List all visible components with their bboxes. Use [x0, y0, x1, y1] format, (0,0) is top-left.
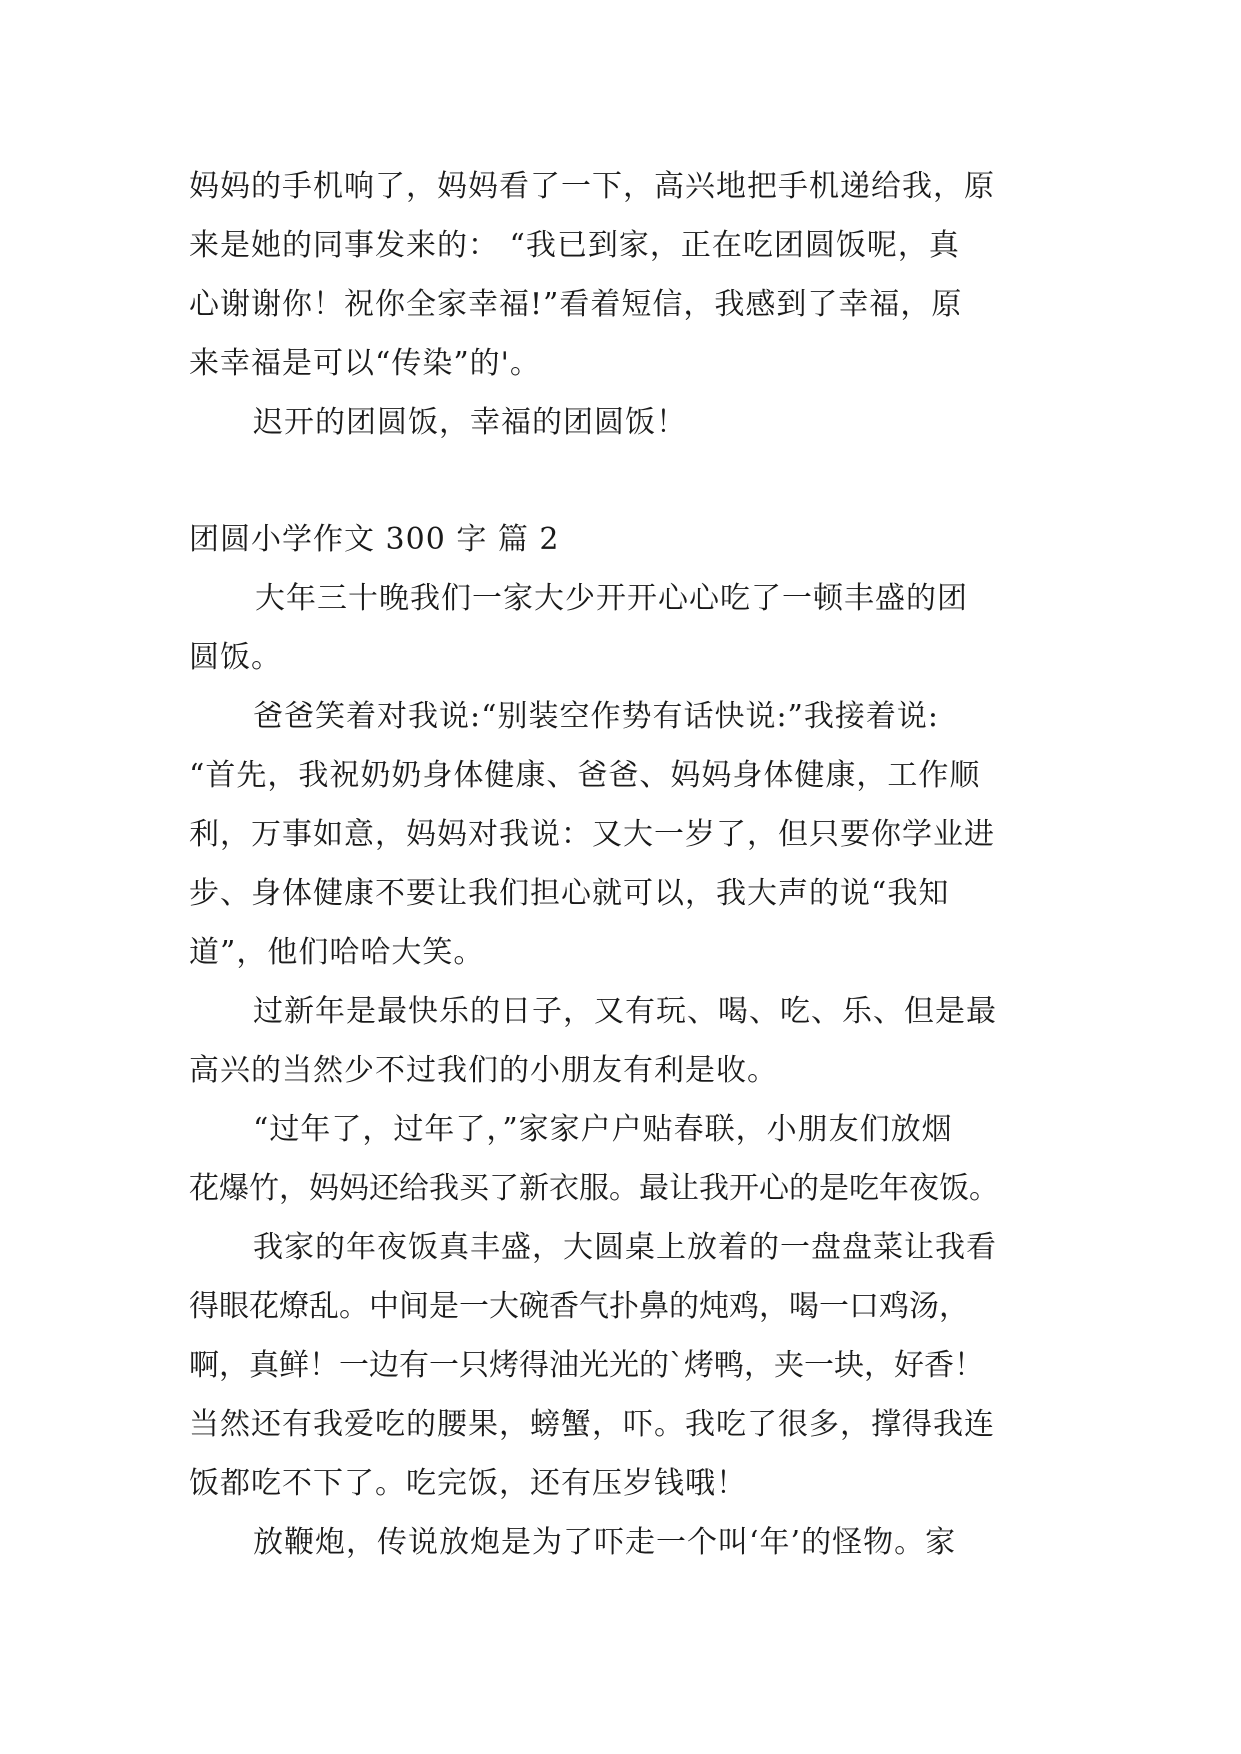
paragraph-first-line: 过新年是最快乐的日子，又有玩、喝、吃、乐、但是最	[253, 994, 997, 1029]
text-line: 啊，真鲜！一边有一只烤得油光光的`烤鸭，夹一块，好香！	[189, 1348, 984, 1383]
text-line: 得眼花燎乱。中间是一大碗香气扑鼻的炖鸡，喝一口鸡汤，	[189, 1289, 969, 1324]
text-line: 来是她的同事发来的： “我已到家，正在吃团圆饭呢，真	[189, 228, 960, 263]
text-line: “首先，我祝奶奶身体健康、爸爸、妈妈身体健康，工作顺	[189, 758, 981, 793]
paragraph-first-line: 我家的年夜饭真丰盛，大圆桌上放着的一盘盘菜让我看	[253, 1230, 997, 1265]
text-line: 饭都吃不下了。吃完饭，还有压岁钱哦！	[189, 1466, 747, 1501]
text-line: 高兴的当然少不过我们的小朋友有利是收。	[189, 1053, 778, 1088]
text-line: 圆饭。	[189, 640, 282, 675]
text-line: 步、身体健康不要让我们担心就可以，我大声的说“我知	[189, 876, 950, 911]
paragraph-first-line: “过年了，过年了，”家家户户贴春联，小朋友们放烟	[253, 1112, 953, 1147]
paragraph-first-line: 爸爸笑着对我说:“别装空作势有话快说:”我接着说:	[253, 699, 939, 734]
paragraph-first-line: 大年三十晚我们一家大少开开心心吃了一顿丰盛的团	[255, 581, 968, 616]
text-line: 心谢谢你！祝你全家幸福!”看着短信，我感到了幸福，原	[189, 287, 963, 322]
text-line: 妈妈的手机响了，妈妈看了一下，高兴地把手机递给我，原	[189, 169, 995, 204]
text-line: 来幸福是可以“传染”的'。	[189, 346, 541, 381]
text-line: 道”，他们哈哈大笑。	[189, 935, 485, 970]
section-heading: 团圆小学作文 300 字 篇 2	[189, 522, 560, 557]
text-line: 花爆竹，妈妈还给我买了新衣服。最让我开心的是吃年夜饭。	[189, 1171, 999, 1206]
paragraph-first-line: 迟开的团圆饭，幸福的团圆饭！	[253, 405, 687, 440]
text-line: 利，万事如意，妈妈对我说：又大一岁了，但只要你学业进	[189, 817, 995, 852]
paragraph-first-line: 放鞭炮，传说放炮是为了吓走一个叫‘年’的怪物。家	[253, 1525, 957, 1560]
text-line: 当然还有我爱吃的腰果，螃蟹，吓。我吃了很多，撑得我连	[189, 1407, 995, 1442]
